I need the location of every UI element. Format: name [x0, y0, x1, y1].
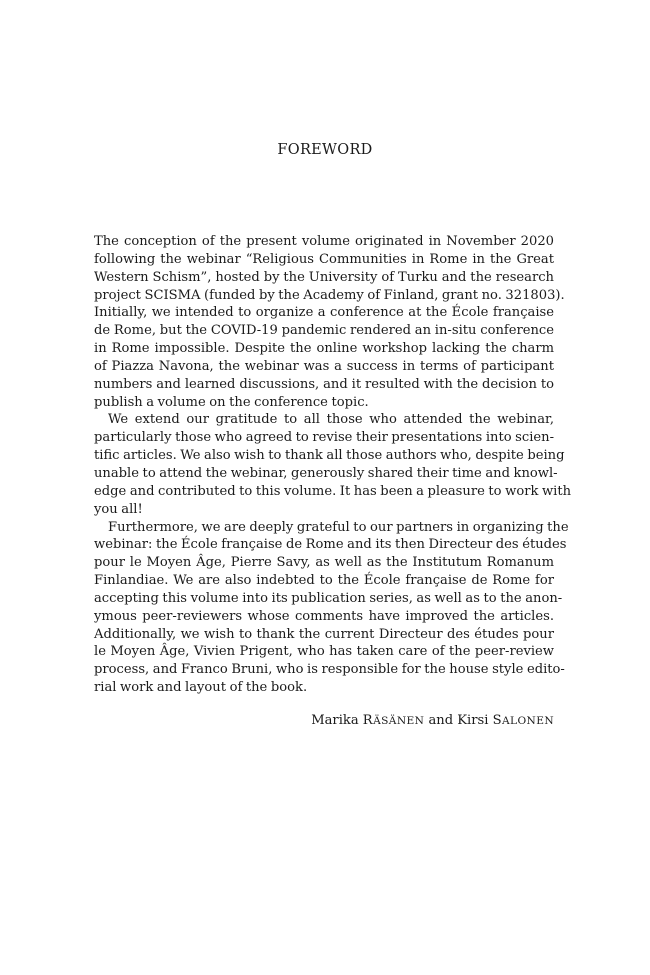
- paragraph-3-line: accepting this volume into its publication series, as well as to the anon-: [94, 590, 563, 606]
- paragraph-1-line: following the webinar “Religious Communities in Rome in the Great: [94, 251, 554, 267]
- author-1-surname: RÄSÄNEN: [362, 713, 425, 728]
- paragraph-2-line: you all!: [94, 501, 143, 517]
- paragraph-1-line: project SCISMA (funded by the Academy of Finland, grant no. 321803).: [94, 287, 565, 303]
- paragraph-1-line: Western Schism”, hosted by the University of Turku and the research: [94, 269, 554, 285]
- paragraph-1-line: in Rome impossible. Despite the online workshop lacking the charm: [94, 341, 554, 357]
- author-2-surname: SALONEN: [492, 713, 554, 728]
- signature-conjunction: and: [428, 713, 454, 728]
- foreword-body: [94, 233, 572, 697]
- paragraph-1-line: publish a volume on the conference topic.: [94, 394, 369, 410]
- paragraph-1-line: Initially, we intended to organize a conference at the École française: [94, 305, 554, 321]
- paragraph-3-line: ymous peer-reviewers whose comments have improved the articles.: [94, 608, 554, 624]
- paragraph-3-line: Finlandiae. We are also indebted to the École française de Rome for: [94, 573, 554, 589]
- paragraph-2-line: unable to attend the webinar, generously shared their time and knowl-: [94, 465, 558, 481]
- paragraph-2-line: edge and contributed to this volume. It has been a pleasure to work with: [94, 483, 572, 499]
- paragraph-1-line: of Piazza Navona, the webinar was a success in terms of participant: [94, 358, 554, 374]
- paragraph-2-line: tific articles. We also wish to thank all those authors who, despite being: [94, 448, 565, 464]
- paragraph-3-line: le Moyen Âge, Vivien Prigent, who has taken care of the peer-review: [94, 644, 554, 660]
- page-title: FOREWORD: [277, 142, 373, 158]
- paragraph-1-line: numbers and learned discussions, and it resulted with the decision to: [94, 376, 554, 392]
- signature: [94, 713, 554, 728]
- paragraph-3-line: Additionally, we wish to thank the current Directeur des études pour: [94, 626, 554, 642]
- paragraph-3-line: webinar: the École française de Rome and its then Directeur des études: [94, 537, 567, 553]
- paragraph-3-line: rial work and layout of the book.: [94, 680, 308, 696]
- paragraph-2-line: particularly those who agreed to revise their presentations into scien-: [94, 430, 555, 446]
- author-1-first-name: Marika: [311, 713, 359, 728]
- paragraph-2-line: We extend our gratitude to all those who attended the webinar,: [108, 412, 554, 428]
- author-2-first-name: Kirsi: [457, 713, 489, 728]
- paragraph-3-line: Furthermore, we are deeply grateful to our partners in organizing the: [108, 519, 569, 535]
- paragraph-3-line: process, and Franco Bruni, who is responsible for the house style edito-: [94, 662, 565, 678]
- paragraph-3-line: pour le Moyen Âge, Pierre Savy, as well as the Institutum Romanum: [94, 555, 554, 571]
- paragraph-1-line: de Rome, but the COVID-19 pandemic rendered an in-situ conference: [94, 323, 554, 339]
- paragraph-1-line: The conception of the present volume originated in November 2020: [94, 234, 554, 249]
